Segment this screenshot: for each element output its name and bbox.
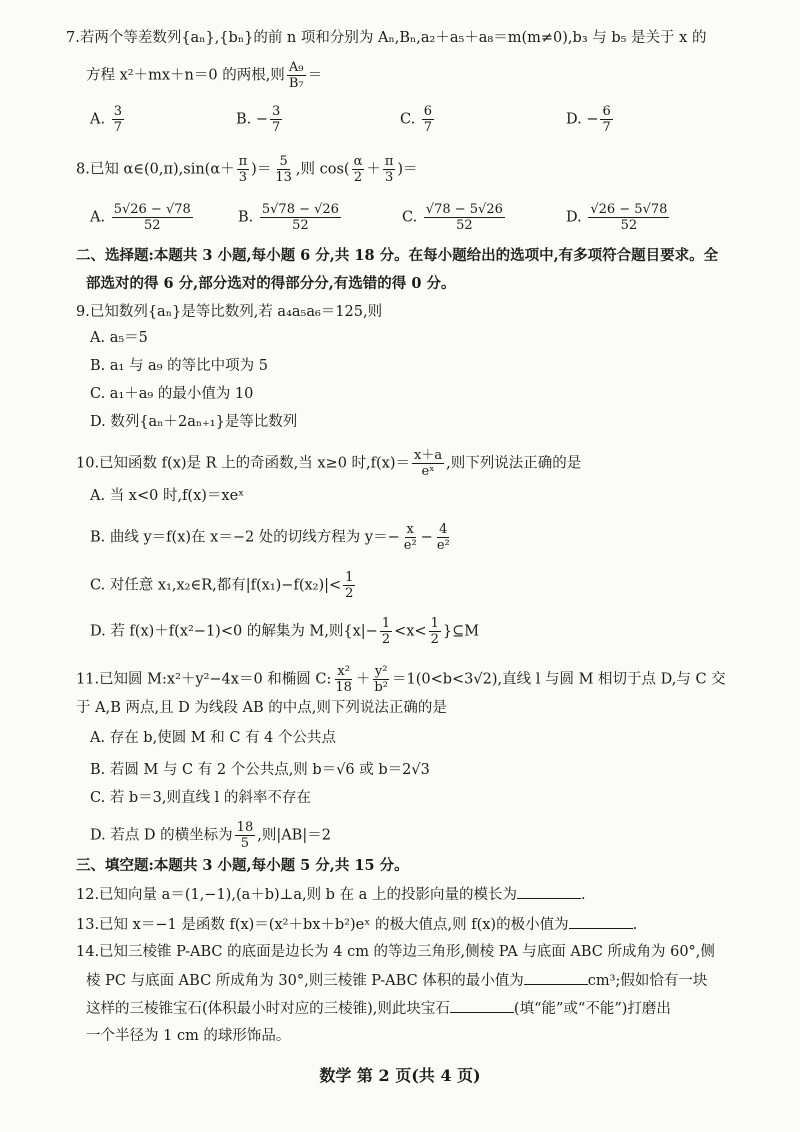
q11-option-a: A. 存在 b,使圆 M 和 C 有 4 个公共点 — [90, 730, 337, 746]
q8-option-a: A. $\frac{5√26 - √78}{52}$ — [90, 202, 191, 233]
q9-option-b: B. a₁ 与 a₉ 的等比中项为 5 — [90, 358, 268, 374]
q7-fraction: $\frac{\text{A₉}}{\text{B₇}}$ — [288, 60, 304, 91]
q9-option-d: D. 数列{aₙ＋2aₙ₊₁}是等比数列 — [90, 414, 298, 430]
q9-option-a: A. a₅＝5 — [90, 330, 148, 346]
q11-line2: 于 A,B 两点,且 D 为线段 AB 的中点,则下列说法正确的是 — [76, 700, 447, 716]
q10-option-b: B. 曲线 y＝f(x)在 x＝−2 处的切线方程为 y＝− $\frac{x}{\text{e²}}$ − $\frac{4}{\text{e²}}$ — [90, 522, 450, 553]
q14-line4: 一个半径为 1 cm 的球形饰品。 — [86, 1028, 291, 1044]
q11-stem: 11.已知圆 M:x²＋y²−4x＝0 和椭圆 C: $\frac{\text{x²}}{18}$ ＋ $\frac{\text{y²}}{\text{b²}}$ ＝1(0<b<3√2),直线 l 与圆 M 相切于点 D,与 C 交 — [76, 664, 726, 695]
q13: 13.已知 x＝−1 是函数 f(x)＝(x²＋bx＋b²)eˣ 的极大值点,则 f(x)的极小值为 . — [76, 914, 637, 935]
q11-option-d: D. 若点 D 的横坐标为 $\frac{18}{5}$ ,则|AB|＝2 — [90, 820, 331, 851]
q8-stem: 8.已知 α∈(0,π),sin(α＋ $\frac{\pi}{3}$ )＝ $\frac{5}{13}$ ,则 cos( $\frac{\alpha}{2}$ ＋ $\frac{\pi}{3}$ )＝ — [76, 154, 418, 185]
q11-option-b: B. 若圆 M 与 C 有 2 个公共点,则 b＝√6 或 b＝2√3 — [90, 762, 430, 778]
q13-answer-blank[interactable] — [569, 914, 633, 929]
section-3-heading: 三、填空题:本题共 3 小题,每小题 5 分,共 15 分。 — [76, 857, 409, 874]
q7-line2: 方程 x²＋mx＋n＝0 的两根,则 $\frac{\text{A₉}}{\text{B₇}}$ ＝ — [86, 60, 323, 91]
q14-line2: 棱 PC 与底面 ABC 所成角为 30°,则三棱锥 P-ABC 体积的最小值为 cm³;假如恰有一块 — [86, 970, 707, 991]
q14-answer-blank-2[interactable] — [450, 998, 514, 1013]
q7-option-c: C. $\frac{6}{7}$ — [400, 104, 433, 135]
q12: 12.已知向量 a＝(1,−1),(a＋b)⊥a,则 b 在 a 上的投影向量的模长为 . — [76, 884, 586, 905]
q10-option-a: A. 当 x<0 时,f(x)＝xeˣ — [90, 488, 245, 504]
q8-option-b: B. $\frac{5√78 - √26}{52}$ — [238, 202, 339, 233]
q14-line3: 这样的三棱锥宝石(体积最小时对应的三棱锥),则此块宝石 (填“能”或“不能”)打磨出 — [86, 998, 671, 1019]
q7-option-b: B. − $\frac{3}{7}$ — [236, 104, 281, 135]
q12-answer-blank[interactable] — [517, 884, 581, 899]
q8-option-c: C. $\frac{√78 - 5√26}{52}$ — [402, 202, 503, 233]
q10-option-c: C. 对任意 x₁,x₂∈R,都有|f(x₁)−f(x₂)|< $\frac{1}{2}$ — [90, 570, 354, 601]
section-2-heading-cont: 部选对的得 6 分,部分选对的得部分分,有选错的得 0 分。 — [86, 275, 456, 292]
q9-option-c: C. a₁＋a₉ 的最小值为 10 — [90, 386, 254, 402]
q10-stem: 10.已知函数 f(x)是 R 上的奇函数,当 x≥0 时,f(x)＝ $\frac{x+a}{\text{eˣ}}$ ,则下列说法正确的是 — [76, 448, 582, 479]
q11-option-c: C. 若 b＝3,则直线 l 的斜率不存在 — [90, 790, 311, 806]
q9-stem: 9.已知数列{aₙ}是等比数列,若 a₄a₅a₆＝125,则 — [76, 304, 383, 320]
q14-answer-blank-1[interactable] — [524, 970, 588, 985]
q7-option-a: A. $\frac{3}{7}$ — [90, 104, 122, 135]
page-footer: 数学 第 2 页(共 4 页) — [319, 1066, 481, 1085]
q10-option-d: D. 若 f(x)＋f(x²−1)<0 的解集为 M,则{x|− $\frac{1}{2}$ <x< $\frac{1}{2}$ }⊆M — [90, 616, 480, 647]
q14-line1: 14.已知三棱锥 P-ABC 的底面是边长为 4 cm 的等边三角形,侧棱 PA 与底面 ABC 所成角为 60°,侧 — [76, 944, 715, 960]
q7-option-d: D. − $\frac{6}{7}$ — [566, 104, 611, 135]
q7-line1: 7.若两个等差数列{aₙ},{bₙ}的前 n 项和分别为 Aₙ,Bₙ,a₂＋a₅＋a₈＝m(m≠0),b₃ 与 b₅ 是关于 x 的 — [66, 30, 707, 46]
section-2-heading: 二、选择题:本题共 3 小题,每小题 6 分,共 18 分。在每小题给出的选项中,有多项符合题目要求。全 — [76, 247, 719, 264]
q8-option-d: D. $\frac{√26 - 5√78}{52}$ — [566, 202, 668, 233]
